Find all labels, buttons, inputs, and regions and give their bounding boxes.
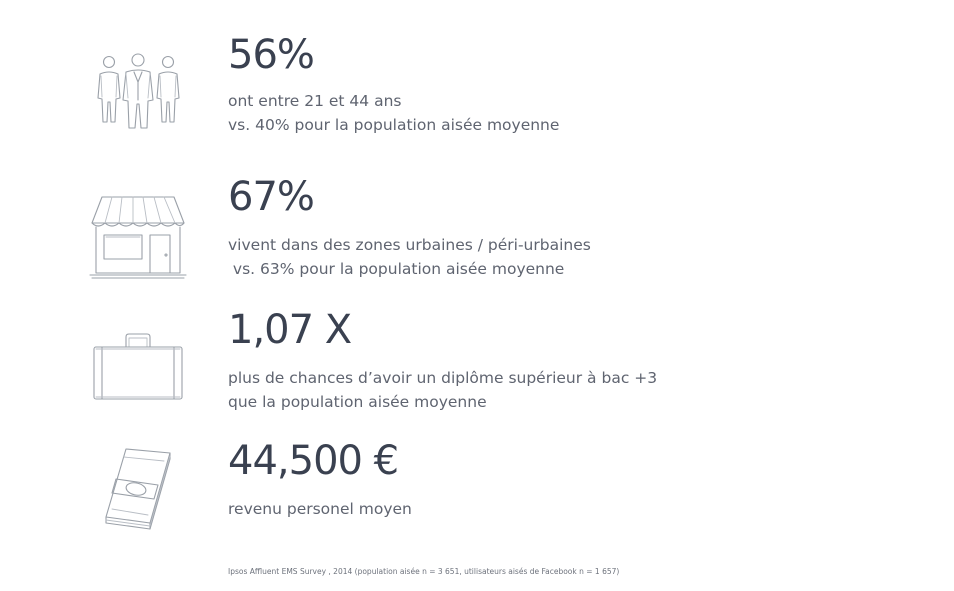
source-footnote: Ipsos Affluent EMS Survey , 2014 (population aisée n = 3 651, utilisateurs aisés de Facebook n = 1 657): [228, 567, 620, 576]
stat-description-line: vivent dans des zones urbaines / péri-urbaines: [228, 236, 591, 254]
people-icon: [92, 52, 184, 132]
stat-description-line: vs. 40% pour la population aisée moyenne: [228, 116, 560, 134]
stat-description: [228, 497, 412, 521]
briefcase-icon: [92, 333, 184, 403]
stat-value: 56%: [228, 32, 314, 78]
money-stack-icon: [100, 445, 176, 535]
stat-value: 44,500 €: [228, 438, 399, 484]
stat-value: 1,07 X: [228, 307, 352, 353]
stat-value: 67%: [228, 174, 314, 220]
stat-description: [228, 89, 559, 137]
stat-description-line: vs. 63% pour la population aisée moyenne: [228, 260, 565, 278]
stat-description-line: ont entre 21 et 44 ans: [228, 92, 402, 110]
storefront-icon: [88, 193, 188, 281]
stat-description: [228, 233, 591, 281]
stat-description-line: revenu personel moyen: [228, 500, 412, 518]
stat-description-line: que la population aisée moyenne: [228, 393, 487, 411]
stat-description-line: plus de chances d’avoir un diplôme supérieur à bac +3: [228, 369, 658, 387]
stat-description: [228, 366, 657, 414]
